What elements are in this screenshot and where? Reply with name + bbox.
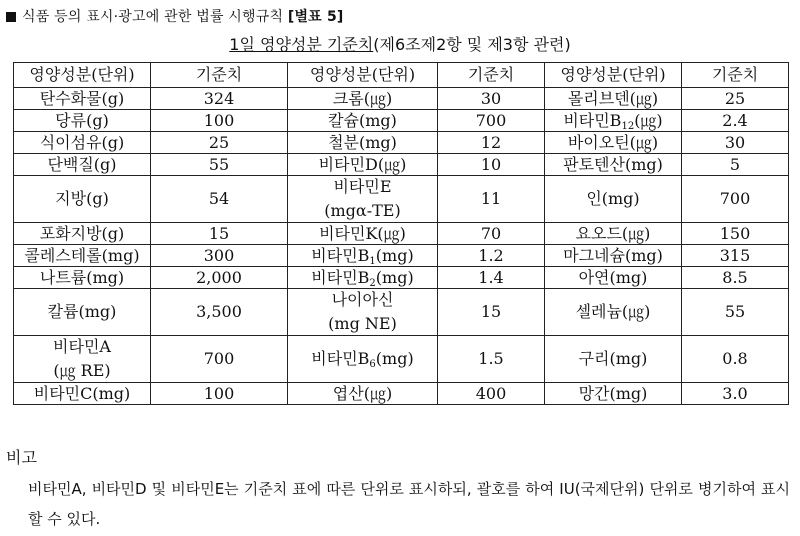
subscript: 2 bbox=[369, 277, 376, 289]
nutrient-cell: 몰리브덴(㎍) bbox=[545, 88, 682, 110]
value-cell: 1.4 bbox=[438, 267, 545, 289]
remark-heading: 비고 bbox=[6, 448, 37, 467]
unit: (mg NE) bbox=[328, 314, 397, 333]
value-cell: 55 bbox=[151, 154, 288, 176]
table-row bbox=[14, 132, 789, 154]
value-cell: 1.5 bbox=[438, 336, 545, 383]
nutrient-cell: 셀레늄(㎍) bbox=[545, 289, 682, 336]
value-cell: 700 bbox=[151, 336, 288, 383]
unit: (mgα-TE) bbox=[324, 201, 401, 220]
value-cell: 0.8 bbox=[682, 336, 789, 383]
nutrient-name: 나이아신 bbox=[331, 290, 394, 309]
table-row bbox=[14, 336, 789, 383]
unit: (mg) bbox=[375, 267, 414, 287]
nutrient-cell: 지방(g) bbox=[14, 176, 151, 223]
nutrient-cell bbox=[288, 176, 438, 223]
value-cell: 2.4 bbox=[682, 110, 789, 132]
annex-label: [별표 5] bbox=[287, 9, 344, 25]
nutrient-cell: 마그네슘(mg) bbox=[545, 245, 682, 267]
header-text: 식품 등의 표시·광고에 관한 법률 시행규칙 bbox=[22, 9, 288, 25]
square-bullet-icon bbox=[6, 12, 16, 22]
value-cell: 100 bbox=[151, 383, 288, 405]
unit: (mg) bbox=[375, 349, 414, 368]
regulation-header bbox=[6, 6, 344, 26]
title-main: 1일 영양성분 기준치 bbox=[229, 35, 374, 54]
nutrient-cell bbox=[288, 336, 438, 383]
nutrient-name: 비타민B bbox=[311, 245, 370, 265]
value-cell: 5 bbox=[682, 154, 789, 176]
value-cell: 150 bbox=[682, 223, 789, 245]
value-cell: 315 bbox=[682, 245, 789, 267]
nutrient-cell bbox=[14, 336, 151, 383]
nutrient-name: 비타민B bbox=[311, 349, 370, 368]
value-cell: 2,000 bbox=[151, 267, 288, 289]
value-cell: 324 bbox=[151, 88, 288, 110]
header-cell: 기준치 bbox=[438, 63, 545, 88]
value-cell: 700 bbox=[682, 176, 789, 223]
value-cell: 11 bbox=[438, 176, 545, 223]
header-cell: 기준치 bbox=[682, 63, 789, 88]
nutrient-cell: 비타민K(㎍) bbox=[288, 223, 438, 245]
nutrient-cell: 바이오틴(㎍) bbox=[545, 132, 682, 154]
nutrient-cell: 비타민C(mg) bbox=[14, 383, 151, 405]
value-cell: 100 bbox=[151, 110, 288, 132]
nutrient-reference-table bbox=[13, 62, 789, 405]
nutrient-cell: 크롬(㎍) bbox=[288, 88, 438, 110]
value-cell: 12 bbox=[438, 132, 545, 154]
nutrient-name: 비타민A bbox=[53, 337, 111, 356]
nutrient-cell: 칼륨(mg) bbox=[14, 289, 151, 336]
table-row bbox=[14, 110, 789, 132]
value-cell: 70 bbox=[438, 223, 545, 245]
nutrient-cell: 콜레스테롤(mg) bbox=[14, 245, 151, 267]
nutrient-cell: 포화지방(g) bbox=[14, 223, 151, 245]
table-row bbox=[14, 267, 789, 289]
nutrient-name: 비타민E bbox=[333, 177, 392, 196]
unit: (㎍ RE) bbox=[53, 361, 111, 380]
nutrient-cell: 판토텐산(mg) bbox=[545, 154, 682, 176]
value-cell: 300 bbox=[151, 245, 288, 267]
nutrient-cell: 망간(mg) bbox=[545, 383, 682, 405]
subscript: 6 bbox=[369, 359, 376, 370]
table-row bbox=[14, 223, 789, 245]
value-cell: 30 bbox=[682, 132, 789, 154]
table-row bbox=[14, 245, 789, 267]
nutrient-cell: 구리(mg) bbox=[545, 336, 682, 383]
nutrient-cell bbox=[288, 267, 438, 289]
nutrient-name: 비타민B bbox=[311, 267, 370, 287]
nutrient-cell: 철분(mg) bbox=[288, 132, 438, 154]
value-cell: 55 bbox=[682, 289, 789, 336]
header-cell: 기준치 bbox=[151, 63, 288, 88]
value-cell: 15 bbox=[151, 223, 288, 245]
value-cell: 3,500 bbox=[151, 289, 288, 336]
value-cell: 1.2 bbox=[438, 245, 545, 267]
nutrient-cell: 단백질(g) bbox=[14, 154, 151, 176]
nutrient-cell: 요오드(㎍) bbox=[545, 223, 682, 245]
value-cell: 8.5 bbox=[682, 267, 789, 289]
table-row bbox=[14, 88, 789, 110]
value-cell: 10 bbox=[438, 154, 545, 176]
nutrient-cell: 엽산(㎍) bbox=[288, 383, 438, 405]
table-row bbox=[14, 176, 789, 223]
nutrient-cell: 식이섬유(g) bbox=[14, 132, 151, 154]
table-header-row bbox=[14, 63, 789, 88]
subscript: 1 bbox=[369, 255, 376, 267]
value-cell: 3.0 bbox=[682, 383, 789, 405]
nutrient-cell: 아연(mg) bbox=[545, 267, 682, 289]
header-cell: 영양성분(단위) bbox=[545, 63, 682, 88]
table-row bbox=[14, 289, 789, 336]
value-cell: 15 bbox=[438, 289, 545, 336]
nutrient-cell: 비타민D(㎍) bbox=[288, 154, 438, 176]
unit: (mg) bbox=[375, 245, 414, 265]
header-cell: 영양성분(단위) bbox=[288, 63, 438, 88]
unit: (㎍) bbox=[634, 110, 663, 130]
value-cell: 700 bbox=[438, 110, 545, 132]
value-cell: 30 bbox=[438, 88, 545, 110]
nutrient-cell bbox=[288, 289, 438, 336]
remark-text: 비타민A, 비타민D 및 비타민E는 기준치 표에 따른 단위로 표시하되, 괄호를 하여 IU(국제단위) 단위로 병기하여 표시할 수 있다. bbox=[28, 480, 790, 528]
page-title bbox=[0, 32, 800, 55]
nutrient-cell bbox=[545, 110, 682, 132]
value-cell: 400 bbox=[438, 383, 545, 405]
nutrient-name: 비타민B bbox=[563, 110, 622, 130]
subscript: 12 bbox=[621, 120, 635, 132]
nutrient-cell: 인(mg) bbox=[545, 176, 682, 223]
table-row bbox=[14, 154, 789, 176]
nutrient-cell: 당류(g) bbox=[14, 110, 151, 132]
nutrient-cell: 탄수화물(g) bbox=[14, 88, 151, 110]
value-cell: 25 bbox=[682, 88, 789, 110]
value-cell: 25 bbox=[151, 132, 288, 154]
value-cell: 54 bbox=[151, 176, 288, 223]
nutrient-cell: 나트륨(mg) bbox=[14, 267, 151, 289]
header-cell: 영양성분(단위) bbox=[14, 63, 151, 88]
title-suffix: (제6조제2항 및 제3항 관련) bbox=[373, 35, 571, 54]
table-row bbox=[14, 383, 789, 405]
nutrient-cell bbox=[288, 245, 438, 267]
nutrient-cell: 칼슘(mg) bbox=[288, 110, 438, 132]
